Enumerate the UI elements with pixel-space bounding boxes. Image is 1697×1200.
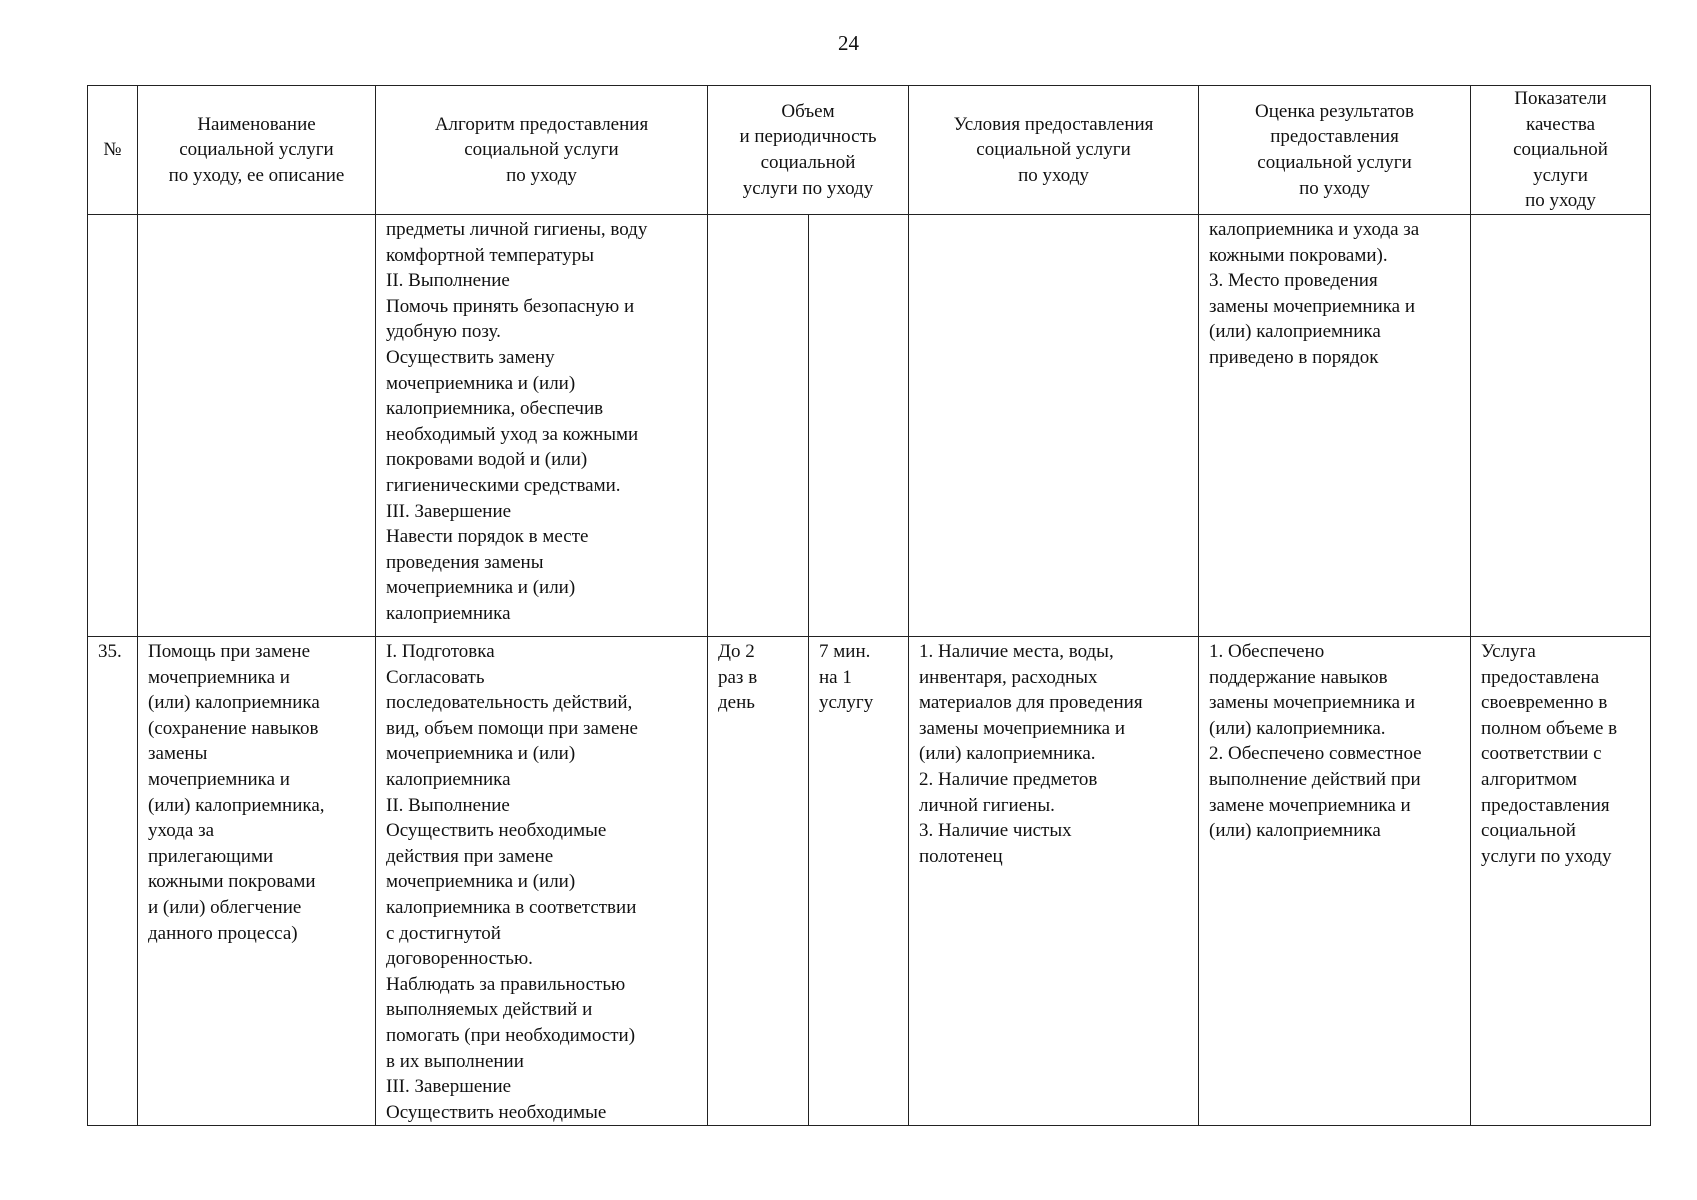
cell-line: алгоритмом: [1481, 768, 1578, 790]
cell-line: замены мочеприемника и: [1209, 692, 1416, 714]
cell-volume: [708, 637, 809, 1126]
cell-line: калоприемника, обеспечив: [386, 398, 604, 420]
cell-quality: [1471, 215, 1651, 637]
cell-line: калоприемника: [386, 768, 511, 790]
cell-line: договоренностью.: [386, 948, 533, 970]
cell-line: Алгоритм предоставления: [434, 113, 649, 135]
cell-line: по уходу: [1018, 164, 1089, 186]
cell-line: предметы личной гигиены, воду: [386, 219, 648, 240]
table-row-continuation: [88, 215, 1651, 637]
cell-line: полном объеме в: [1481, 717, 1618, 739]
cell-line: мочеприемника и: [148, 768, 290, 790]
cell-line: Объем: [781, 100, 835, 122]
cell-conditions: [909, 215, 1199, 637]
cell-line: III. Завершение: [386, 500, 512, 522]
cell-line: по уходу: [1299, 177, 1370, 199]
header-name: [138, 86, 376, 215]
cell-line: 2. Наличие предметов: [919, 768, 1098, 790]
cell-line: (или) калоприемника: [1209, 820, 1381, 842]
cell-periodicity: [809, 637, 909, 1126]
cell-line: данного процесса): [148, 922, 298, 944]
cell-line: действия при замене: [386, 845, 554, 867]
cell-line: выполнение действий при: [1209, 768, 1421, 790]
table-header-row: [88, 86, 1651, 215]
cell-line: удобную позу.: [386, 321, 501, 343]
cell-line: (или) калоприемника: [148, 692, 320, 714]
cell-line: III. Завершение: [386, 1076, 512, 1098]
cell-line: социальной услуги: [1257, 152, 1412, 173]
cell-line: ухода за: [148, 820, 215, 842]
cell-algorithm: [376, 637, 708, 1126]
cell-line: предоставления: [1270, 126, 1399, 148]
header-conditions: [909, 86, 1199, 215]
cell-line: комфортной температуры: [386, 244, 594, 266]
cell-line: день: [718, 692, 755, 714]
cell-name: [138, 215, 376, 637]
cell-line: прилегающими: [148, 845, 274, 867]
cell-name: [138, 637, 376, 1126]
cell-line: социальной: [1513, 139, 1608, 161]
table-row-35: [88, 637, 1651, 1126]
cell-line: проведения замены: [386, 551, 544, 573]
cell-line: Наблюдать за правильностью: [386, 973, 626, 995]
cell-line: 2. Обеспечено совместное: [1209, 743, 1422, 765]
cell-line: I. Подготовка: [386, 641, 495, 662]
cell-line: услугу: [819, 692, 874, 714]
cell-line: и (или) облегчение: [148, 896, 302, 918]
cell-line: Наименование: [197, 113, 316, 135]
cell-line: мочеприемника и (или): [386, 372, 576, 394]
cell-volume: [708, 215, 809, 637]
cell-line: 1. Обеспечено: [1209, 641, 1325, 662]
cell-line: До 2: [718, 641, 755, 662]
cell-line: Показатели: [1514, 88, 1607, 110]
cell-line: социальной: [760, 152, 856, 173]
cell-line: инвентаря, расходных: [919, 666, 1098, 688]
cell-line: замены: [148, 743, 208, 765]
cell-line: II. Выполнение: [386, 270, 510, 292]
cell-line: (сохранение навыков: [148, 717, 319, 739]
cell-line: в их выполнении: [386, 1050, 524, 1072]
cell-line: калоприемника в соответствии: [386, 896, 637, 918]
cell-periodicity: [809, 215, 909, 637]
page-number: 24: [838, 31, 859, 55]
cell-line: по уходу: [1525, 190, 1596, 212]
cell-line: №: [103, 139, 122, 161]
cell-line: калоприемника и ухода за: [1209, 219, 1420, 240]
cell-line: Навести порядок в месте: [386, 526, 589, 548]
cell-evaluation: [1199, 637, 1471, 1126]
cell-line: (или) калоприемника.: [1209, 717, 1386, 739]
cell-line: Осуществить необходимые: [386, 820, 607, 842]
cell-line: приведено в порядок: [1209, 346, 1379, 368]
cell-line: замены мочеприемника и: [919, 717, 1126, 739]
cell-line: Согласовать: [386, 666, 485, 688]
cell-evaluation: [1199, 215, 1471, 637]
cell-conditions: [909, 637, 1199, 1126]
cell-line: (или) калоприемника: [1209, 321, 1381, 343]
cell-line: II. Выполнение: [386, 794, 510, 816]
cell-line: Осуществить необходимые: [386, 1101, 607, 1123]
cell-line: услуги: [1533, 164, 1588, 186]
cell-line: с достигнутой: [386, 922, 501, 944]
cell-line: мочеприемника и: [148, 666, 290, 688]
cell-line: выполняемых действий и: [386, 999, 593, 1021]
cell-algorithm: [376, 215, 708, 637]
cell-line: по уходу, ее описание: [168, 164, 345, 186]
cell-line: социальной услуги: [179, 139, 334, 161]
cell-line: и периодичность: [739, 126, 877, 148]
cell-line: гигиеническими средствами.: [386, 474, 621, 496]
cell-line: замене мочеприемника и: [1209, 794, 1411, 816]
cell-line: раз в: [718, 666, 758, 688]
cell-line: на 1: [819, 666, 852, 688]
cell-line: по уходу: [506, 164, 577, 186]
cell-line: социальной: [1481, 820, 1576, 842]
header-quality: [1471, 86, 1651, 215]
cell-line: кожными покровами).: [1209, 244, 1388, 266]
cell-line: 1. Наличие места, воды,: [919, 641, 1114, 662]
cell-line: полотенец: [919, 845, 1003, 867]
cell-line: замены мочеприемника и: [1209, 295, 1416, 317]
cell-quality: [1471, 637, 1651, 1126]
cell-line: вид, объем помощи при замене: [386, 717, 638, 739]
cell-line: материалов для проведения: [919, 692, 1143, 714]
cell-line: социальной услуги: [976, 139, 1131, 161]
cell-line: помогать (при необходимости): [386, 1024, 636, 1046]
cell-line: Помочь принять безопасную и: [386, 295, 635, 317]
cell-line: калоприемника: [386, 602, 511, 624]
cell-line: 3. Наличие чистых: [919, 820, 1072, 842]
header-volume: [708, 86, 909, 215]
cell-line: Условия предоставления: [953, 113, 1154, 135]
cell-line: социальной услуги: [464, 139, 619, 161]
cell-line: соответствии с: [1481, 743, 1602, 765]
cell-line: последовательность действий,: [386, 692, 633, 714]
cell-line: своевременно в: [1481, 692, 1608, 714]
header-algorithm: [376, 86, 708, 215]
header-num: [88, 86, 138, 215]
services-table: [87, 85, 1651, 1126]
cell-line: (или) калоприемника.: [919, 743, 1096, 765]
cell-line: 7 мин.: [819, 641, 871, 662]
cell-line: мочеприемника и (или): [386, 871, 576, 893]
cell-line: мочеприемника и (или): [386, 577, 576, 599]
cell-line: поддержание навыков: [1209, 666, 1388, 688]
cell-line: необходимый уход за кожными: [386, 423, 639, 445]
cell-line: кожными покровами: [148, 871, 316, 893]
cell-line: мочеприемника и (или): [386, 743, 576, 765]
cell-line: качества: [1526, 113, 1595, 135]
cell-line: Помощь при замене: [148, 641, 311, 662]
cell-num: 35.: [88, 637, 138, 1126]
cell-num: [88, 215, 138, 637]
cell-line: Оценка результатов: [1255, 100, 1414, 122]
cell-line: 3. Место проведения: [1209, 270, 1378, 292]
cell-line: (или) калоприемника,: [148, 794, 325, 816]
cell-line: Услуга: [1481, 641, 1536, 662]
cell-line: предоставления: [1481, 794, 1610, 816]
cell-line: предоставлена: [1481, 666, 1600, 688]
cell-line: личной гигиены.: [919, 794, 1055, 816]
cell-line: услуги по уходу: [1481, 845, 1612, 867]
header-evaluation: [1199, 86, 1471, 215]
cell-line: услуги по уходу: [742, 177, 874, 199]
cell-line: покровами водой и (или): [386, 449, 588, 471]
cell-line: Осуществить замену: [386, 346, 555, 368]
